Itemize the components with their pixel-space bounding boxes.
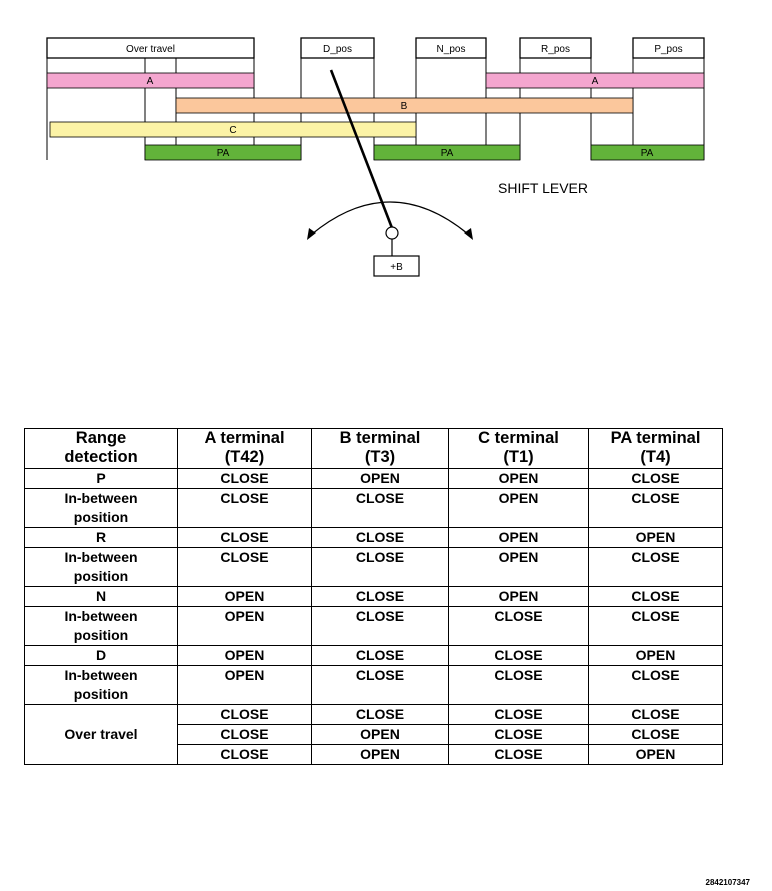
value-cell: OPEN	[589, 528, 723, 548]
header-b-terminal: B terminal (T3)	[312, 429, 449, 469]
arc-arrow-left-icon	[307, 228, 316, 240]
value-cell: OPEN	[589, 745, 723, 765]
value-cell: CLOSE	[312, 666, 449, 705]
value-cell: CLOSE	[178, 705, 312, 725]
header-c-terminal: C terminal (T1)	[449, 429, 589, 469]
bar-label-c: C	[229, 125, 237, 136]
value-cell: CLOSE	[589, 666, 723, 705]
position-label-d: D_pos	[323, 44, 352, 55]
table-row	[25, 646, 723, 666]
value-cell: OPEN	[449, 489, 589, 528]
value-cell: CLOSE	[312, 489, 449, 528]
table-header-row	[25, 429, 723, 469]
value-cell: CLOSE	[178, 745, 312, 765]
value-cell: CLOSE	[449, 666, 589, 705]
value-cell: CLOSE	[449, 607, 589, 646]
value-cell: CLOSE	[178, 489, 312, 528]
value-cell: CLOSE	[589, 548, 723, 587]
table-row	[25, 489, 723, 528]
value-cell: OPEN	[178, 587, 312, 607]
value-cell: CLOSE	[589, 705, 723, 725]
value-cell: OPEN	[178, 607, 312, 646]
table-row	[25, 469, 723, 489]
value-cell: CLOSE	[178, 469, 312, 489]
lever-pivot	[386, 227, 398, 239]
table-row	[25, 666, 723, 705]
value-cell: OPEN	[449, 548, 589, 587]
shift-lever-diagram	[0, 0, 772, 300]
range-cell-over-travel: Over travel	[25, 705, 178, 765]
position-label-over-travel: Over travel	[126, 44, 175, 55]
value-cell: CLOSE	[178, 725, 312, 745]
value-cell: OPEN	[178, 666, 312, 705]
table-row	[25, 548, 723, 587]
bar-label-pa-1: PA	[216, 148, 230, 159]
value-cell: CLOSE	[178, 528, 312, 548]
header-pa-terminal: PA terminal (T4)	[589, 429, 723, 469]
value-cell: OPEN	[449, 587, 589, 607]
value-cell: CLOSE	[312, 548, 449, 587]
bar-label-a-right: A	[591, 76, 599, 87]
range-cell: In-between position	[25, 489, 178, 528]
position-label-r: R_pos	[541, 44, 570, 55]
value-cell: CLOSE	[449, 646, 589, 666]
value-cell: CLOSE	[449, 725, 589, 745]
position-label-n: N_pos	[436, 44, 466, 55]
value-cell: CLOSE	[589, 489, 723, 528]
value-cell: OPEN	[178, 646, 312, 666]
value-cell: CLOSE	[449, 705, 589, 725]
bar-label-b: B	[400, 101, 408, 112]
range-detection-table	[24, 428, 723, 765]
bar-label-a-left: A	[146, 76, 154, 87]
range-cell: D	[25, 646, 178, 666]
value-cell: CLOSE	[178, 548, 312, 587]
value-cell: CLOSE	[589, 725, 723, 745]
range-cell: In-between position	[25, 548, 178, 587]
value-cell: CLOSE	[312, 607, 449, 646]
value-cell: CLOSE	[589, 469, 723, 489]
position-boxes	[47, 38, 704, 58]
value-cell: OPEN	[312, 725, 449, 745]
header-a-terminal: A terminal (T42)	[178, 429, 312, 469]
value-cell: OPEN	[449, 469, 589, 489]
shift-lever-label: SHIFT LEVER	[498, 180, 588, 196]
value-cell: CLOSE	[312, 705, 449, 725]
value-cell: CLOSE	[312, 646, 449, 666]
value-cell: OPEN	[312, 469, 449, 489]
value-cell: CLOSE	[312, 528, 449, 548]
value-cell: CLOSE	[589, 587, 723, 607]
table-row	[25, 607, 723, 646]
range-cell: In-between position	[25, 607, 178, 646]
position-label-p: P_pos	[654, 44, 683, 55]
bar-label-pa-2: PA	[440, 148, 454, 159]
range-cell: N	[25, 587, 178, 607]
range-cell: R	[25, 528, 178, 548]
figure-code: 2842107347	[705, 878, 750, 887]
range-cell: In-between position	[25, 666, 178, 705]
value-cell: OPEN	[312, 745, 449, 765]
value-cell: OPEN	[449, 528, 589, 548]
contact-bars	[47, 73, 704, 160]
table-row	[25, 705, 723, 725]
range-cell: P	[25, 469, 178, 489]
bar-label-pa-3: PA	[640, 148, 654, 159]
value-cell: OPEN	[589, 646, 723, 666]
value-cell: CLOSE	[312, 587, 449, 607]
table-row	[25, 587, 723, 607]
arc-arrow-right-icon	[464, 228, 473, 240]
value-cell: CLOSE	[449, 745, 589, 765]
table-row	[25, 528, 723, 548]
value-cell: CLOSE	[589, 607, 723, 646]
supply-label: +B	[390, 262, 403, 273]
header-range-detection: Range detection	[25, 429, 178, 469]
